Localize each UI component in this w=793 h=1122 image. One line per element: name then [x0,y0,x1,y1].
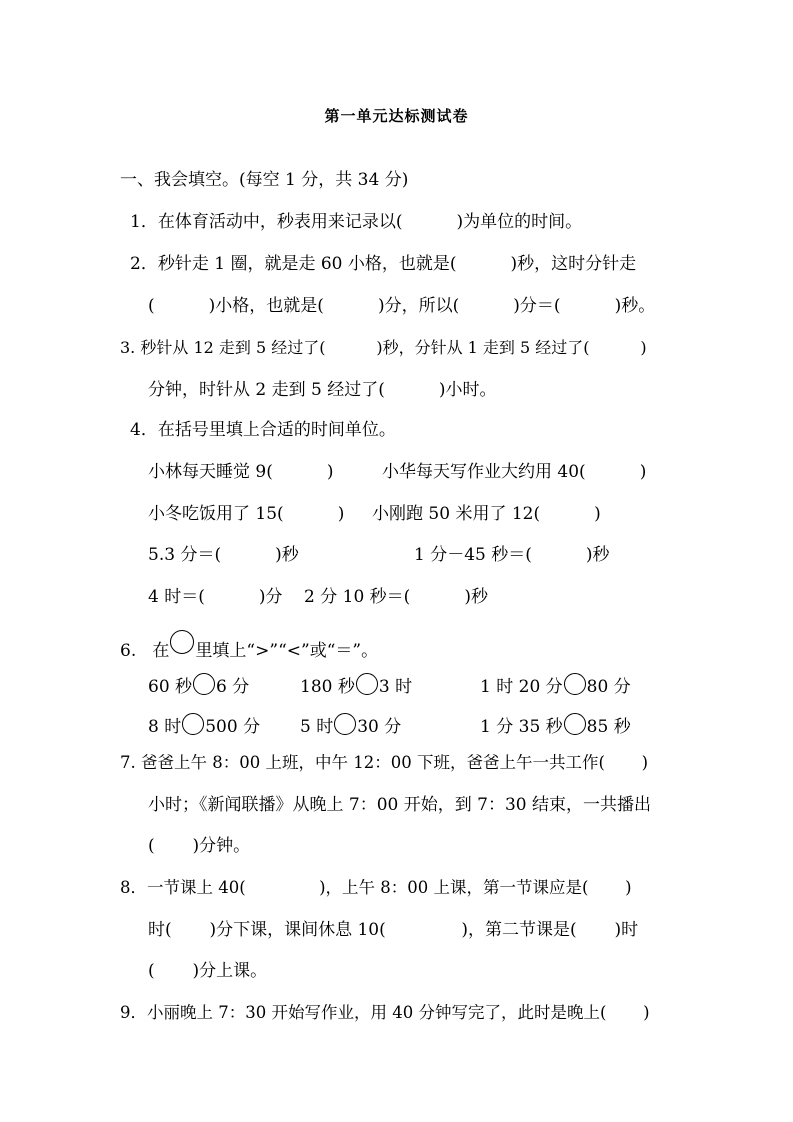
compare-left: 60 秒 [148,677,193,697]
compare-right: 30 分 [357,717,402,737]
compare-left: 8 时 [148,717,182,737]
compare-circle-icon [356,673,378,695]
question-8-line-2: 时( )分下课，课间休息 10( )，第二节课是( )时 [148,920,639,940]
compare-item [480,673,631,699]
question-7-line-1: 7. 爸爸上午 8：00 上班，中午 12：00 下班，爸爸上午一共工作( ) [120,753,649,772]
question-8-line-1: 8．一节课上 40( )，上午 8：00 上课，第一节课应是( ) [120,878,632,897]
question-2-line-2: ( )小格，也就是( )分，所以( )分＝( )秒。 [148,296,656,316]
compare-right: 500 分 [205,717,261,737]
question-5-item-a2: 1 分－45 秒＝( )秒 [414,545,610,565]
question-2-line-1: 2．秒针走 1 圈，就是走 60 小格，也就是( )秒，这时分针走 [130,254,637,274]
page-title: 第一单元达标测试卷 [324,107,469,125]
compare-left: 180 秒 [300,677,355,697]
compare-right: 3 时 [378,677,413,697]
compare-circle-icon [564,673,586,695]
question-5-item-b1: 4 时＝( )分 [148,587,283,607]
question-7-line-3: ( )分钟。 [148,836,251,856]
question-4-item-a2: 小华每天写作业大约用 40( ) [382,462,647,482]
question-4: 4．在括号里填上合适的时间单位。 [130,420,396,440]
compare-left: 1 时 20 分 [480,677,563,697]
question-3-line-1: 3. 秒针从 12 走到 5 经过了( )秒，分针从 1 走到 5 经过了( ) [120,338,647,357]
question-3-line-2: 分钟，时针从 2 走到 5 经过了( )小时。 [148,380,497,400]
question-1: 1．在体育活动中，秒表用来记录以( )为单位的时间。 [130,212,583,232]
question-5-item-a1: 5.3 分＝( )秒 [148,545,299,565]
question-6-suffix: 里填上“>”“<”或“＝”。 [195,641,379,661]
compare-circle-icon [193,673,215,695]
compare-item [148,713,260,739]
question-4-item-b1: 小冬吃饭用了 15( ) [148,504,345,524]
compare-circle-icon [170,630,194,654]
compare-item [148,673,249,699]
compare-circle-icon [182,713,204,735]
compare-item [300,713,401,739]
compare-item [300,673,412,699]
compare-circle-icon [334,713,356,735]
compare-right: 85 秒 [586,717,631,737]
question-6-prefix: 6. 在 [120,641,170,661]
compare-left: 1 分 35 秒 [480,717,563,737]
question-6 [120,630,378,663]
question-5-item-b2: 2 分 10 秒＝( )秒 [304,587,488,607]
section-heading: 一、我会填空。(每空 1 分，共 34 分) [120,170,409,190]
compare-right: 80 分 [586,677,631,697]
compare-circle-icon [564,713,586,735]
question-4-item-b2: 小刚跑 50 米用了 12( ) [372,504,601,524]
compare-right: 6 分 [216,677,250,697]
compare-left: 5 时 [300,717,334,737]
question-9: 9．小丽晚上 7：30 开始写作业，用 40 分钟写完了，此时是晚上( ) [120,1003,650,1022]
compare-item [480,713,631,739]
question-4-item-a1: 小林每天睡觉 9( ) [148,462,334,482]
question-8-line-3: ( )分上课。 [148,961,268,981]
question-7-line-2: 小时；《新闻联播》从晚上 7：00 开始，到 7：30 结束，一共播出 [148,795,652,815]
